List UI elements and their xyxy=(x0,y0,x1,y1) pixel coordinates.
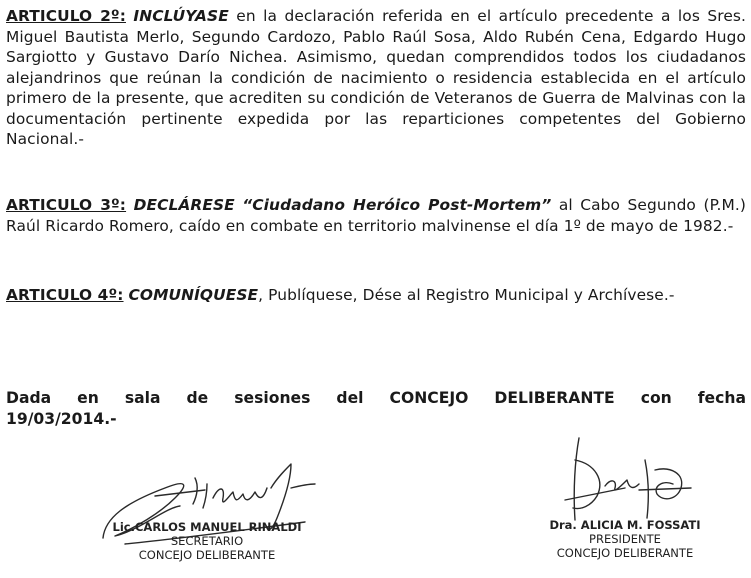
signature-right xyxy=(520,518,730,560)
closing-date: 19/03/2014.- xyxy=(6,410,117,428)
signature-left-role: SECRETARIO xyxy=(170,534,244,548)
articulo-4 xyxy=(6,285,746,306)
signature-right-role: PRESIDENTE xyxy=(589,532,661,546)
articulo-2-heading: ARTICULO 2º: xyxy=(6,7,126,25)
signature-right-image xyxy=(545,430,725,530)
closing-statement xyxy=(6,388,746,430)
articulo-3-verb: DECLÁRESE xyxy=(133,196,235,214)
articulo-3-heading: ARTICULO 3º: xyxy=(6,196,127,214)
articulo-2-verb: INCLÚYASE xyxy=(133,7,229,25)
articulo-4-heading: ARTICULO 4º: xyxy=(6,286,124,304)
signature-left-body: CONCEJO DELIBERANTE xyxy=(138,548,276,562)
articulo-2-body: en la declaración referida en el artículo precedente a los Sres. Miguel Bautista Merlo, Segundo Cardozo, Pablo Raúl Sosa, Aldo Rubén Cena, Edgardo Hugo Sargiotto y Gustavo Darío Nichea. Asimismo, quedan comprendidos todos los ciudadanos alejandrinos que reúnan la condición de nacimiento o residencia establecida en el artículo primero de la presente, que acrediten su condición de Veteranos de Guerra de Malvinas con la documentación pertinente expedida por las reparticiones competentes del Gobierno Nacional.- xyxy=(6,7,747,148)
closing-line-1: Dada en sala de sesiones del CONCEJO DELIBERANTE con fecha xyxy=(6,389,746,407)
articulo-4-body: , Publíquese, Dése al Registro Municipal y Archívese.- xyxy=(258,286,675,304)
articulo-3 xyxy=(6,195,746,236)
articulo-2 xyxy=(6,6,746,150)
signature-right-body: CONCEJO DELIBERANTE xyxy=(556,546,694,560)
articulo-4-verb: COMUNÍQUESE xyxy=(128,286,259,304)
articulo-3-body: al Cabo Segundo (P.M.) Raúl Ricardo Romero, caído en combate en territorio malvinense el día 1º de mayo de 1982.- xyxy=(6,196,747,235)
signature-left xyxy=(92,520,322,562)
signature-left-name: Lic.CARLOS MANUEL RINALDI xyxy=(112,520,302,534)
articulo-3-title: “Ciudadano Heróico Post-Mortem” xyxy=(242,196,552,214)
signature-right-name: Dra. ALICIA M. FOSSATI xyxy=(549,518,701,532)
